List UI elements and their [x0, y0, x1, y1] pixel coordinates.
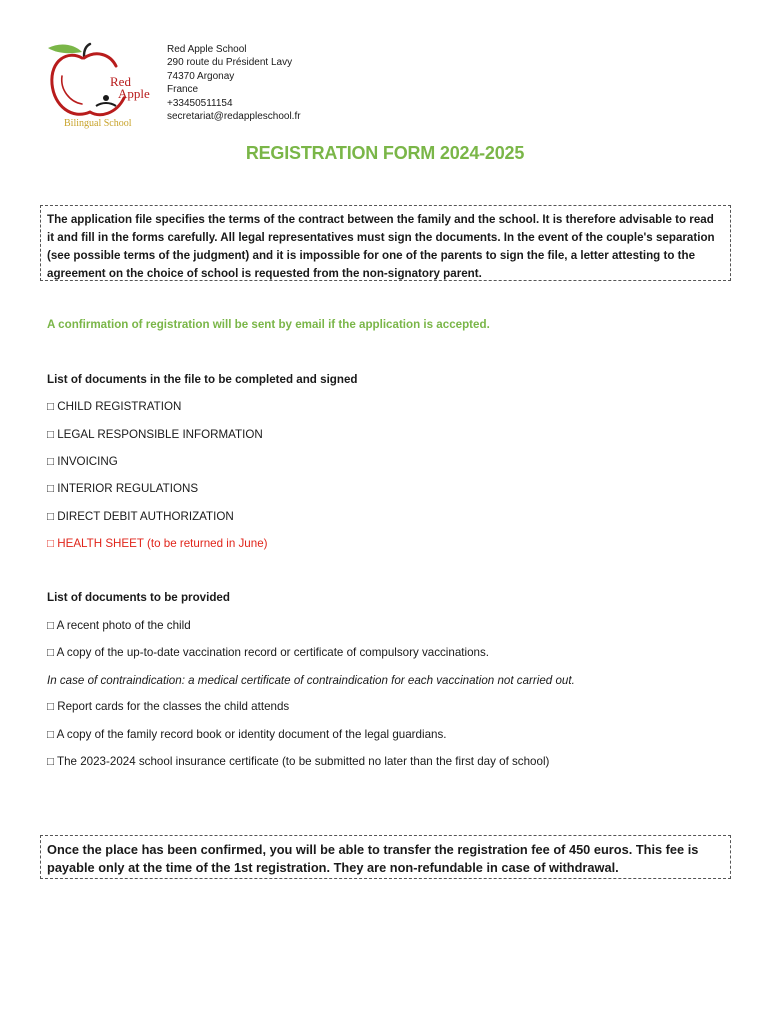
provided-item-report-cards[interactable]: □ Report cards for the classes the child attends [47, 700, 290, 713]
completed-docs-heading: List of documents in the file to be completed and signed [47, 373, 358, 386]
school-street: 290 route du Président Lavy [167, 57, 293, 69]
school-city: 74370 Argonay [167, 70, 235, 82]
leaf-icon [48, 45, 82, 54]
confirmation-note: A confirmation of registration will be sent by email if the application is accepted. [47, 318, 490, 331]
page-title: REGISTRATION FORM 2024-2025 [245, 143, 525, 163]
provided-item-vaccination[interactable]: □ A copy of the up-to-date vaccination record or certificate of compulsory vaccinations. [47, 646, 489, 659]
school-name: Red Apple School [167, 44, 247, 55]
provided-item-insurance[interactable]: □ The 2023-2024 school insurance certificate (to be submitted no later than the first day of school) [47, 755, 550, 768]
school-country: France [167, 84, 199, 96]
provided-item-family-record[interactable]: □ A copy of the family record book or identity document of the legal guardians. [47, 728, 447, 741]
apple-logo-icon [40, 40, 160, 132]
checklist-item-invoicing[interactable]: □ INVOICING [47, 455, 118, 468]
vaccination-contraindication-note: In case of contraindication: a medical certificate of contraindication for each vaccination not carried out. [47, 674, 575, 687]
provided-item-photo[interactable]: □ A recent photo of the child [47, 619, 191, 632]
checklist-item-child-registration[interactable]: □ CHILD REGISTRATION [47, 400, 182, 413]
school-phone: +33450511154 [167, 97, 233, 109]
intro-notice-box: The application file specifies the terms of the contract between the family and the school. It is therefore advisable to read it and fill in the forms carefully. All legal representatives must sign the documents. In the event of the couple's separation (see possible terms of the judgment) and it is impossible for one of the parents to sign the file, a letter attesting to the agreement on the choice of school is requested from the non-signatory parent. [40, 205, 731, 281]
logo-word-apple: Apple [118, 86, 150, 101]
logo-subtitle: Bilingual School [64, 118, 132, 129]
fee-notice-box: Once the place has been confirmed, you will be able to transfer the registration fee of 450 euros. This fee is payable only at the time of the 1st registration. They are non-refundable in case of withdrawal. [40, 835, 731, 879]
school-logo [40, 40, 160, 132]
school-address [167, 43, 301, 123]
checklist-item-direct-debit[interactable]: □ DIRECT DEBIT AUTHORIZATION [47, 510, 234, 523]
checklist-item-interior-regulations[interactable]: □ INTERIOR REGULATIONS [47, 482, 199, 495]
logo-word-red: Red [110, 74, 131, 89]
provided-docs-heading: List of documents to be provided [47, 591, 230, 604]
checklist-item-legal-responsible[interactable]: □ LEGAL RESPONSIBLE INFORMATION [47, 428, 263, 441]
school-email: secretariat@redappleschool.fr [167, 111, 301, 123]
checklist-item-health-sheet[interactable]: □ HEALTH SHEET (to be returned in June) [47, 537, 268, 550]
